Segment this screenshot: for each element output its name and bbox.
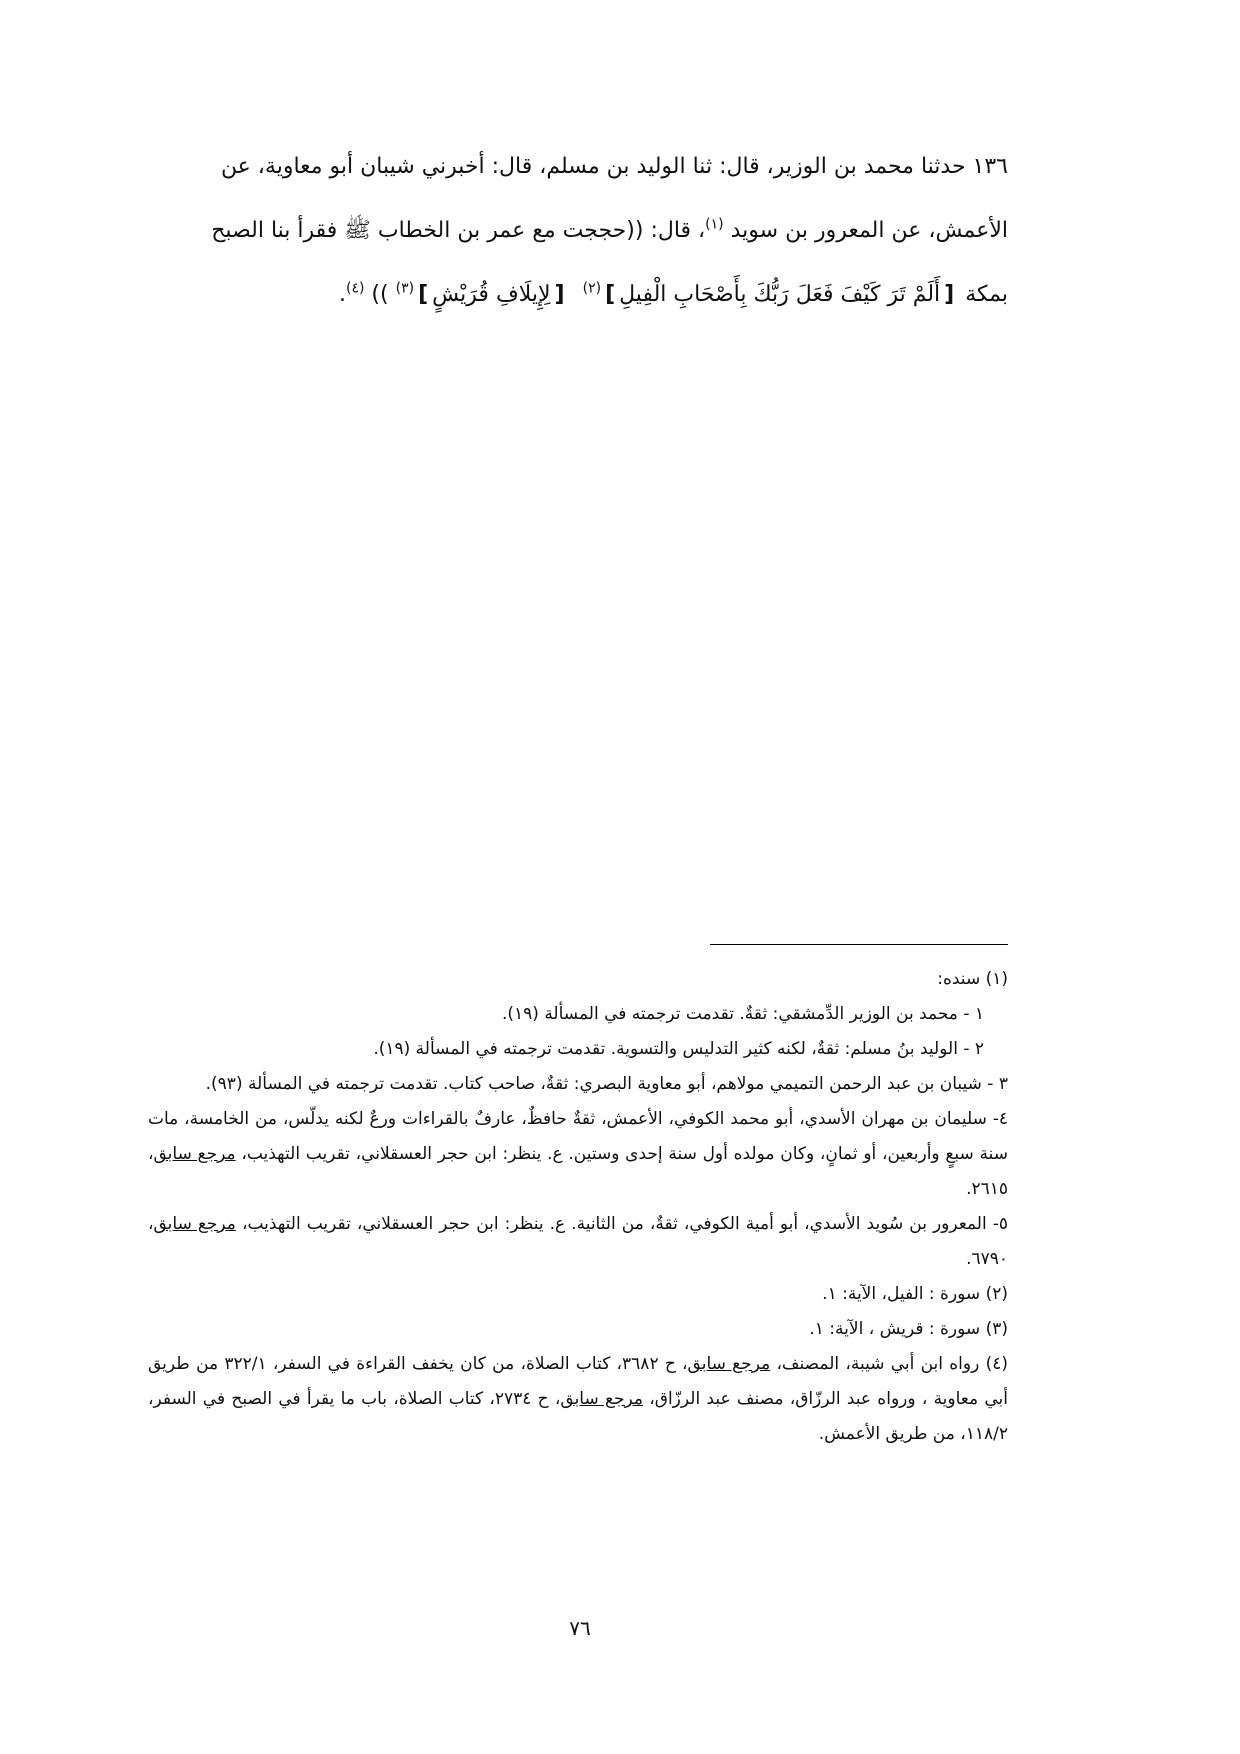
- footnote-4-text-b: ، ح ٣٦٨٢، كتاب الصلاة، من كان يخفف القراءة في السفر، ٣٢٢/١ من طريق أبي معاوية ، ورواه عبد الرزّاق، مصنف عبد الرزّاق،: [148, 1354, 1008, 1409]
- reference-link: مرجع سابق: [153, 1214, 236, 1234]
- verse-bracket-close-1: ]: [605, 282, 616, 307]
- footnote-1-item-5-end: ، ٦٧٩٠.: [148, 1214, 1008, 1269]
- verse-bracket-open-1: [: [944, 282, 955, 307]
- footnote-4-text-a: (٤) رواه ابن أبي شيبة، المصنف،: [770, 1354, 1008, 1374]
- verse-bracket-open-2: [: [554, 282, 565, 307]
- footnote-1-item-4: [148, 1102, 1008, 1207]
- footnote-1-item-5-text: ٥- المعرور بن سُويد الأسدي، أبو أمية الكوفي، ثقةٌ، من الثانية. ع. ينظر: ابن حجر العسقلاني، تقريب التهذيب،: [235, 1214, 1009, 1234]
- footnote-1-item-4-end: ، ٢٦١٥.: [148, 1144, 1008, 1199]
- verse-bracket-close-2: ]: [418, 282, 429, 307]
- reference-link: مرجع سابق: [560, 1389, 644, 1409]
- footnote-1-item-4-text: ٤- سليمان بن مهران الأسدي، أبو محمد الكوفي، الأعمش، ثقةٌ حافظٌ، عارفٌ بالقراءات ورعٌ لكنه يدلّس، من الخامسة، مات سنة سبعٍ وأربعين، أو ثمانٍ، وكان مولده أول سنة إحدى وستين. ع. ينظر: ابن حجر العسقلاني، تقريب التهذيب،: [148, 1109, 1008, 1164]
- footnote-1-item-2: ٢ - الوليد بنُ مسلم: ثقةٌ، لكنه كثير التدليس والتسوية. تقدمت ترجمته في المسألة (١٩).: [373, 1039, 984, 1059]
- hadith-line-1: [148, 135, 1008, 199]
- footnote-ref-4[interactable]: (٤): [345, 280, 365, 297]
- reference-link: مرجع سابق: [687, 1354, 771, 1374]
- footnote-ref-1[interactable]: (١): [705, 216, 724, 233]
- quote-close: )): [364, 282, 396, 307]
- final-period: .: [338, 282, 346, 307]
- footnote-1-item-5: [148, 1207, 1008, 1277]
- hadith-line-3: [148, 263, 1008, 327]
- footnote-ref-2[interactable]: (٢): [582, 280, 602, 297]
- hadith-line-1-text: ١٣٦ حدثنا محمد بن الوزير، قال: ثنا الوليد بن مسلم، قال: أخبرني شيبان أبو معاوية، عن: [220, 154, 1008, 179]
- hadith-line-2: [148, 199, 1008, 263]
- quran-verse-quraysh: لِإِيلَافِ قُرَيْشٍ: [432, 282, 551, 307]
- hadith-text: [148, 135, 1008, 327]
- reference-link: مرجع سابق: [153, 1144, 236, 1164]
- quran-verse-fil: أَلَمْ تَرَ كَيْفَ فَعَلَ رَبُّكَ بِأَصْحَابِ الْفِيلِ: [619, 282, 941, 307]
- footnote-4: [148, 1347, 1008, 1452]
- hadith-line-2-text-a: الأعمش، عن المعرور بن سويد: [723, 218, 1008, 243]
- footnote-2: (٢) سورة : الفيل، الآية: ١.: [822, 1284, 1008, 1304]
- footnote-1-item-1: ١ - محمد بن الوزير الدِّمشقي: ثقةٌ. تقدمت ترجمته في المسألة (١٩).: [501, 1004, 984, 1024]
- hadith-line-2-text-b: ، قال: ((حججت مع عمر بن الخطاب ﷺ فقرأ بنا الصبح: [211, 218, 706, 243]
- footnote-ref-3[interactable]: (٣): [395, 280, 415, 297]
- footnote-3: (٣) سورة : قريش ، الآية: ١.: [809, 1319, 1008, 1339]
- footnote-4-text-c: ، ح ٢٧٣٤، كتاب الصلاة، باب ما يقرأ في الصبح في السفر، ١١٨/٢، من طريق الأعمش.: [148, 1389, 1008, 1444]
- footnote-separator: [710, 944, 1008, 945]
- page-number: ٧٦: [569, 1616, 591, 1640]
- hadith-line-3-text: بمكة: [958, 282, 1008, 307]
- footnotes: [148, 962, 1008, 1452]
- footnote-1-title: (١) سنده:: [937, 969, 1008, 989]
- footnote-1-item-3: ٣ - شيبان بن عبد الرحمن التميمي مولاهم، أبو معاوية البصري: ثقةٌ، صاحب كتاب. تقدمت ترجمته في المسألة (٩٣).: [205, 1074, 1008, 1094]
